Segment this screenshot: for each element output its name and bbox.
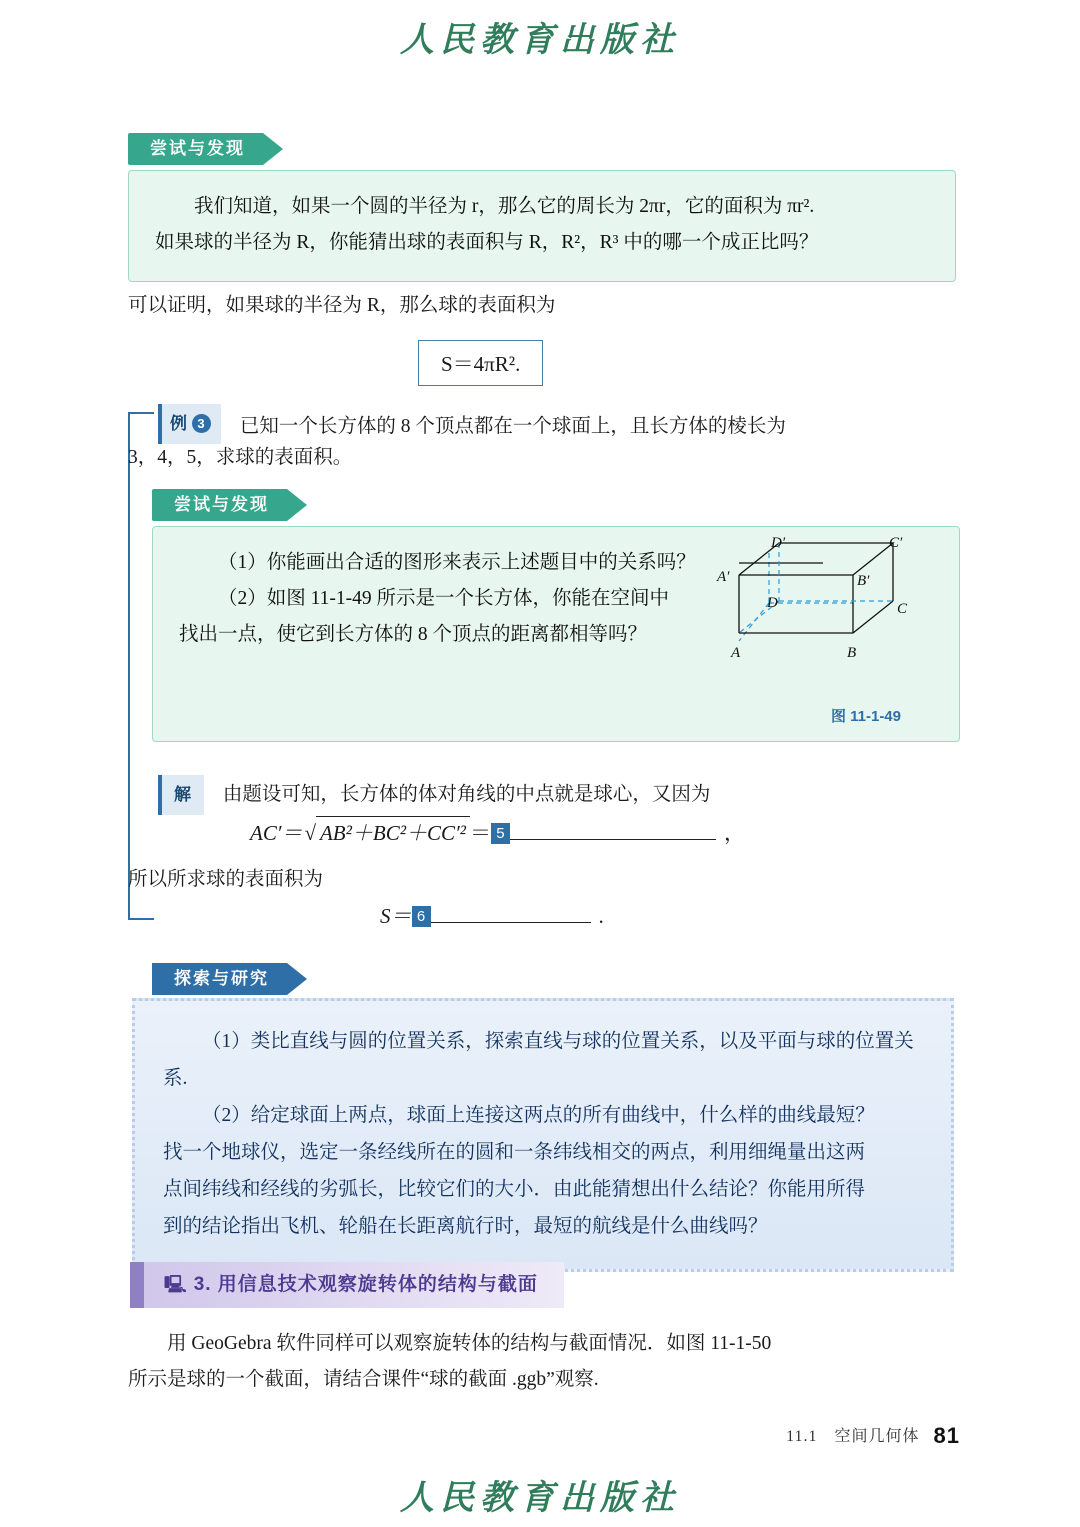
solution-formula-eq: ＝: [469, 821, 491, 845]
tech-line-2: 所示是球的一个截面，请结合课件“球的截面 .ggb”观察.: [128, 1369, 599, 1390]
try-and-discover-box-1: [128, 170, 956, 282]
blank-5-rule[interactable]: [510, 825, 716, 840]
tech-line-1-text: 用 GeoGebra 软件同样可以观察旋转体的结构与截面情况．如图 11-1-50: [167, 1333, 772, 1354]
try-and-discover-banner-2-wrap: [152, 489, 984, 521]
solution-line-2: 所以所求球的表面积为: [128, 869, 324, 890]
solution-formula-left: AC′＝: [250, 821, 303, 845]
explore-item-1: （1）类比直线与圆的位置关系，探索直线与球的位置关系，以及平面与球的位置关系.: [163, 1031, 914, 1089]
blank-6[interactable]: 6: [412, 906, 431, 927]
example-block: [158, 404, 960, 445]
explore-item-2-line-1: （2）给定球面上两点，球面上连接这两点的所有曲线中，什么样的曲线最短？: [202, 1105, 875, 1126]
solution-comma: ，: [723, 821, 745, 845]
label-C-prime: C′: [889, 535, 903, 551]
label-B: B: [847, 645, 857, 661]
publisher-logo-bottom: 人民教育出版社: [400, 1478, 680, 1518]
solution-formula-2: [380, 900, 1080, 930]
example-tag-number: 3: [192, 414, 211, 433]
solution-line-1: 由题设可知，长方体的体对角线的中点就是球心，又因为: [222, 784, 711, 805]
example-left-rule: [128, 412, 130, 920]
explore-item-2-line-4: 到的结论指出飞机、轮船在长距离航行时，最短的航线是什么曲线吗？: [163, 1216, 768, 1237]
s1-paragraph-1: 我们知道，如果一个圆的半径为 r，那么它的周长为 2πr，它的面积为 πr².: [194, 196, 815, 217]
tech-section-heading-text: 3. 用信息技术观察旋转体的结构与截面: [193, 1274, 538, 1295]
explore-item-2-line-3: 点间纬线和经线的劣弧长，比较它们的大小．由此能猜想出什么结论？你能用所得: [163, 1179, 866, 1200]
banner-try-and-discover-2: 尝试与发现: [152, 489, 287, 521]
s1-after-text: 可以证明，如果球的半径为 R，那么球的表面积为: [128, 295, 556, 316]
label-C: C: [897, 601, 908, 617]
computer-icon: 🖳: [164, 1275, 188, 1294]
formula-sphere-area-wrap: [128, 340, 960, 386]
tech-section-heading: [130, 1262, 564, 1308]
formula-sphere-area: S＝4πR².: [418, 340, 543, 386]
banner-explore: 探索与研究: [152, 963, 287, 995]
blank-6-rule[interactable]: [431, 908, 591, 923]
blank-5[interactable]: 5: [491, 823, 510, 844]
publisher-logo-top: 人民教育出版社: [400, 20, 680, 60]
example-line-2: 3，4，5，求球的表面积。: [128, 447, 353, 468]
label-B-prime: B′: [857, 573, 870, 589]
label-A: A: [731, 645, 741, 661]
banner-try-and-discover-1: 尝试与发现: [128, 133, 263, 165]
example-line-1: 已知一个长方体的 8 个顶点都在一个球面上，且长方体的棱长为: [239, 416, 786, 437]
footer-page-number: 81: [933, 1423, 960, 1448]
example-tag-label: 例: [170, 414, 188, 433]
try-and-discover-box-2: [152, 526, 960, 742]
explore-banner-wrap: [152, 963, 984, 995]
explore-box: [132, 998, 954, 1272]
figure-cuboid: [717, 533, 931, 683]
example-question-1: （1）你能画出合适的图形来表示上述题目中的关系吗？: [218, 552, 696, 573]
page-footer: [786, 1423, 960, 1449]
label-A-prime: A′: [717, 569, 730, 585]
example-question-2: （2）如图 11-1-49 所示是一个长方体，你能在空间中: [218, 588, 670, 609]
sqrt-symbol: √ AB²＋BC²＋CC′²: [302, 816, 470, 847]
label-D-prime: D′: [771, 535, 786, 551]
solution-tag: 解: [158, 775, 204, 815]
example-question-2-cont: 找出一点，使它到长方体的 8 个顶点的距离都相等吗？: [179, 624, 648, 645]
solution-block: [158, 775, 990, 815]
solution-formula-1: [250, 816, 1010, 847]
figure-caption: 图 11-1-49: [830, 708, 901, 725]
label-D: D: [767, 595, 778, 611]
example-tag: [158, 404, 221, 444]
tech-section-heading-wrap: [130, 1262, 962, 1308]
solution-period: .: [598, 904, 604, 928]
try-and-discover-banner-1-wrap: [128, 133, 960, 165]
solution-formula2-left: S＝: [380, 904, 412, 928]
solution-formula-radicand: AB²＋BC²＋CC′²: [316, 816, 470, 847]
tech-line-1: [128, 1326, 960, 1362]
footer-chapter: 11.1 空间几何体: [786, 1428, 920, 1445]
explore-item-2-line-2: 找一个地球仪，选定一条经线所在的圆和一条纬线相交的两点，利用细绳量出这两: [163, 1142, 866, 1163]
s1-paragraph-2: 如果球的半径为 R，你能猜出球的表面积与 R，R²，R³ 中的哪一个成正比吗？: [155, 232, 819, 253]
